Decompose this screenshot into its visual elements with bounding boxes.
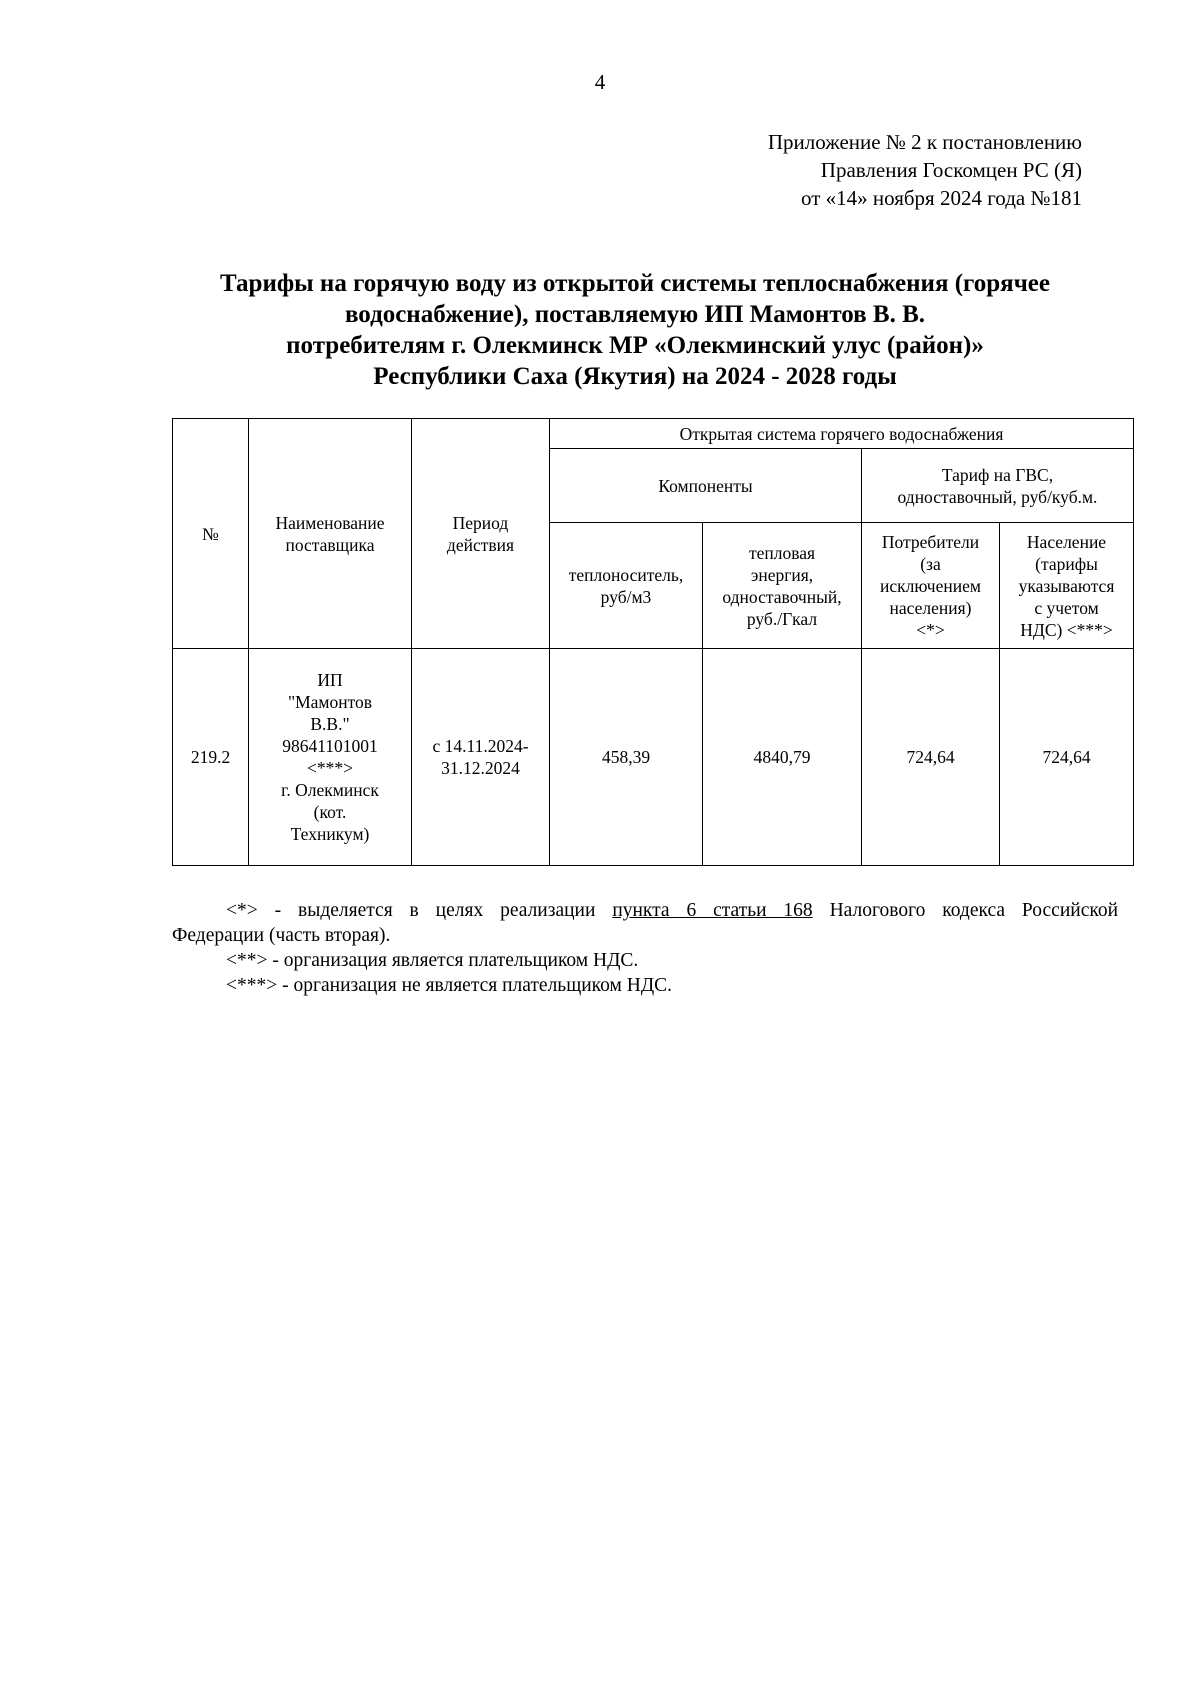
cell-line: 31.12.2024: [441, 758, 520, 778]
header-line: <*>: [916, 619, 945, 640]
header-line: энергия,: [750, 564, 814, 585]
cell-consumers: 724,64: [862, 649, 1000, 866]
header-line: Период: [452, 512, 509, 533]
cell-line: Техникум): [290, 824, 370, 844]
appendix-line: Приложение № 2 к постановлению: [767, 130, 1082, 154]
header-components: Компоненты: [550, 449, 862, 523]
header-coolant: [550, 523, 703, 649]
cell-supplier: [249, 649, 412, 866]
cell-line: <***>: [307, 758, 353, 778]
header-open-system: Открытая система горячего водоснабжения: [550, 419, 1134, 449]
cell-population: 724,64: [1000, 649, 1134, 866]
header-tariff: [862, 449, 1134, 523]
header-row-1: [173, 419, 1134, 449]
footnote-1: [172, 898, 1118, 923]
title-line: водоснабжение), поставляемую ИП Мамонтов В. В.: [344, 301, 926, 328]
header-line: Население: [1026, 531, 1107, 552]
footnote-3: <***> - организация не является плательщиком НДС.: [226, 975, 672, 996]
header-line: руб./Гкал: [746, 608, 818, 629]
header-supplier: [249, 419, 412, 649]
cell-line: (кот.: [313, 802, 347, 822]
header-consumers: [862, 523, 1000, 649]
header-line: одноставочный, руб/куб.м.: [897, 486, 1098, 507]
header-line: Потребители: [881, 531, 980, 552]
footnote-text: Налогового кодекса Российской: [829, 900, 1119, 921]
cell-line: В.В.": [310, 714, 350, 734]
header-line: тепловая: [748, 542, 816, 563]
cell-coolant: 458,39: [550, 649, 703, 866]
cell-line: 98641101001: [282, 736, 378, 756]
header-line: (за: [920, 553, 941, 574]
header-line: исключением: [880, 575, 981, 596]
footnote-text: <*> - выделяется в целях реализации: [226, 900, 596, 921]
header-line: Наименование: [275, 512, 385, 533]
table-row: [173, 649, 1134, 866]
cell-line: г. Олекминск: [281, 780, 379, 800]
header-heat-energy: [703, 523, 862, 649]
header-population: [1000, 523, 1134, 649]
law-reference-link[interactable]: пункта 6 статьи 168: [612, 900, 813, 921]
cell-num: 219.2: [173, 649, 249, 866]
cell-line: ИП: [317, 670, 343, 690]
header-line: населения): [889, 597, 972, 618]
header-line: одноставочный,: [722, 586, 842, 607]
header-period: [412, 419, 550, 649]
cell-line: "Мамонтов: [287, 692, 373, 712]
header-line: Тариф на ГВС,: [941, 464, 1054, 485]
header-line: теплоноситель,: [568, 564, 684, 585]
header-line: указываются: [1018, 575, 1115, 596]
title-line: Республики Саха (Якутия) на 2024 - 2028 годы: [373, 363, 897, 390]
document-title: [150, 268, 1120, 392]
cell-heat-energy: 4840,79: [703, 649, 862, 866]
appendix-reference: [768, 128, 1082, 212]
header-line: НДС) <***>: [1020, 619, 1113, 640]
tariff-table: [172, 418, 1134, 866]
title-line: потребителям г. Олекминск МР «Олекминский улус (район)»: [286, 332, 984, 359]
page-number: 4: [594, 70, 606, 94]
footnotes: [172, 898, 1118, 998]
cell-line: с 14.11.2024-: [432, 736, 529, 756]
title-line: Тарифы на горячую воду из открытой системы теплоснабжения (горячее: [220, 270, 1050, 297]
footnote-1-continuation: Федерации (часть вторая).: [172, 925, 391, 946]
appendix-line: Правления Госкомцен РС (Я): [820, 158, 1082, 182]
footnote-2: <**> - организация является плательщиком НДС.: [226, 950, 639, 971]
cell-period: [412, 649, 550, 866]
header-line: с учетом: [1034, 597, 1099, 618]
header-line: действия: [446, 534, 515, 555]
header-line: поставщика: [285, 534, 375, 555]
header-line: руб/м3: [600, 586, 652, 607]
appendix-line: от «14» ноября 2024 года №181: [800, 186, 1082, 210]
header-num: №: [173, 419, 249, 649]
header-line: (тарифы: [1035, 553, 1098, 574]
